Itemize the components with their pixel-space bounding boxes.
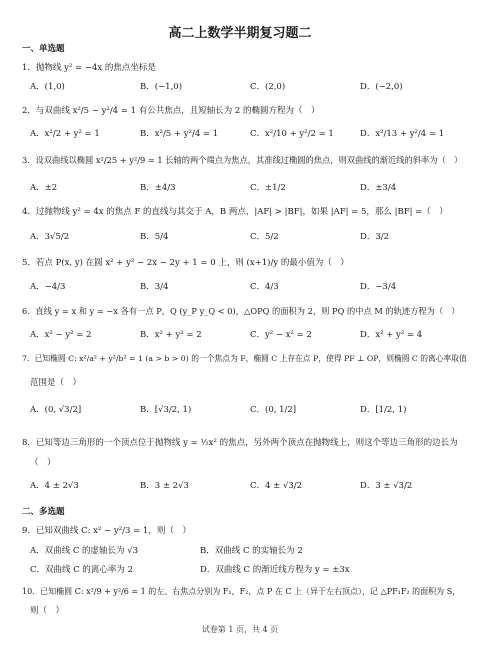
option-b: B．5/4: [140, 232, 169, 242]
option-b: B．双曲线 C 的实轴长为 2: [200, 546, 303, 556]
page-footer: 试卷第 1 页，共 4 页: [201, 625, 279, 634]
option-c: C．y² − x² = 2: [250, 330, 312, 340]
option-c: C．(0, 1/2]: [250, 405, 297, 415]
question-stem: 6．直线 y = x 和 y = −x 各有一点 P，Q (y_P y_Q < 0)，△OPQ 的面积为 2，则 PQ 的中点 M 的轨迹方程为（ ）: [22, 306, 460, 316]
option-c: C．双曲线 C 的离心率为 2: [30, 565, 134, 575]
option-c: C．(2,0): [250, 82, 286, 92]
option-a: A．±2: [30, 183, 58, 193]
option-c: C．±1/2: [250, 183, 286, 193]
option-d: D．3 ± √3/2: [360, 481, 413, 491]
option-a: A．x²/2 + y² = 1: [30, 129, 100, 139]
option-b: B．x² + y² = 2: [140, 330, 202, 340]
option-c: C．4 ± √3/2: [250, 481, 303, 491]
option-a: A．x² − y² = 2: [30, 330, 92, 340]
question-stem: 9．已知双曲线 C: x² − y²/3 = 1，则（ ）: [22, 526, 191, 536]
question-stem-continued: 则（ ）: [30, 606, 65, 616]
option-d: D．[1/2, 1): [360, 405, 407, 415]
option-a: A．(0, √3/2]: [30, 405, 82, 415]
option-d: D．3/2: [360, 232, 389, 242]
question-stem: 10．已知椭圆 C: x²/9 + y²/6 = 1 的左、右焦点分别为 F₁，F₂，点 P 在 C 上（异于左右顶点），记 △PF₁F₂ 的面积为 S，: [22, 587, 461, 596]
option-d: D．±3/4: [360, 183, 397, 193]
option-a: A．双曲线 C 的虚轴长为 √3: [30, 546, 139, 556]
option-b: B．[√3/2, 1): [140, 405, 192, 415]
question-stem: 7．已知椭圆 C: x²/a² + y²/b² = 1 (a > b > 0) 的一个焦点为 F，椭圆 C 上存在点 P，使得 PF ⊥ OP，则椭圆 C 的离心率取值: [22, 354, 467, 363]
question-stem: 3．设双曲线以椭圆 x²/25 + y²/9 = 1 长轴的两个端点为焦点，其准线过椭圆的焦点，则双曲线的渐近线的斜率为（ ）: [22, 155, 463, 165]
option-b: B．3 ± 2√3: [140, 481, 189, 491]
section-heading-single-choice: 一、单选题: [22, 44, 65, 54]
section-heading-multiple-choice: 二、多选题: [22, 507, 65, 517]
question-stem: 5．若点 P(x, y) 在圆 x² + y² − 2x − 2y + 1 = 0 上，则 (x+1)/y 的最小值为（ ）: [22, 258, 349, 268]
option-a: A．4 ± 2√3: [30, 481, 79, 491]
option-d: D．双曲线 C 的渐近线方程为 y = ±3x: [200, 565, 350, 575]
option-a: A．3√5/2: [30, 232, 70, 242]
option-a: A．(1,0): [30, 82, 65, 92]
option-b: B．3/4: [140, 282, 169, 292]
option-b: B．x²/5 + y²/4 = 1: [140, 129, 219, 139]
option-b: B．(−1,0): [140, 82, 183, 92]
option-a: A．−4/3: [30, 282, 66, 292]
question-stem: 4．过抛物线 y² = 4x 的焦点 F 的直线与其交于 A，B 两点，|AF| > |BF|，如果 |AF| = 5，那么 |BF| =（ ）: [22, 207, 448, 217]
question-stem: 2．与双曲线 x²/5 − y²/4 = 1 有公共焦点，且短轴长为 2 的椭圆方程为（ ）: [22, 106, 320, 116]
question-stem-continued: （ ）: [30, 458, 56, 468]
question-stem: 1．抛物线 y² = −4x 的焦点坐标是: [22, 63, 156, 73]
option-c: C．5/2: [250, 232, 279, 242]
option-d: D．x²/13 + y²/4 = 1: [360, 129, 445, 139]
option-c: C．x²/10 + y²/2 = 1: [250, 129, 334, 139]
question-stem-continued: 范围是（ ）: [30, 378, 82, 388]
question-stem: 8．已知等边三角形的一个顶点位于抛物线 y = ½x² 的焦点，另外两个顶点在抛物线上，则这个等边三角形的边长为: [22, 438, 458, 448]
page-title: 高二上数学半期复习题二: [168, 26, 312, 41]
option-c: C．4/3: [250, 282, 279, 292]
option-d: D．−3/4: [360, 282, 397, 292]
option-d: D．(−2,0): [360, 82, 403, 92]
option-b: B．±4/3: [140, 183, 176, 193]
option-d: D．x² + y² = 4: [360, 330, 423, 340]
